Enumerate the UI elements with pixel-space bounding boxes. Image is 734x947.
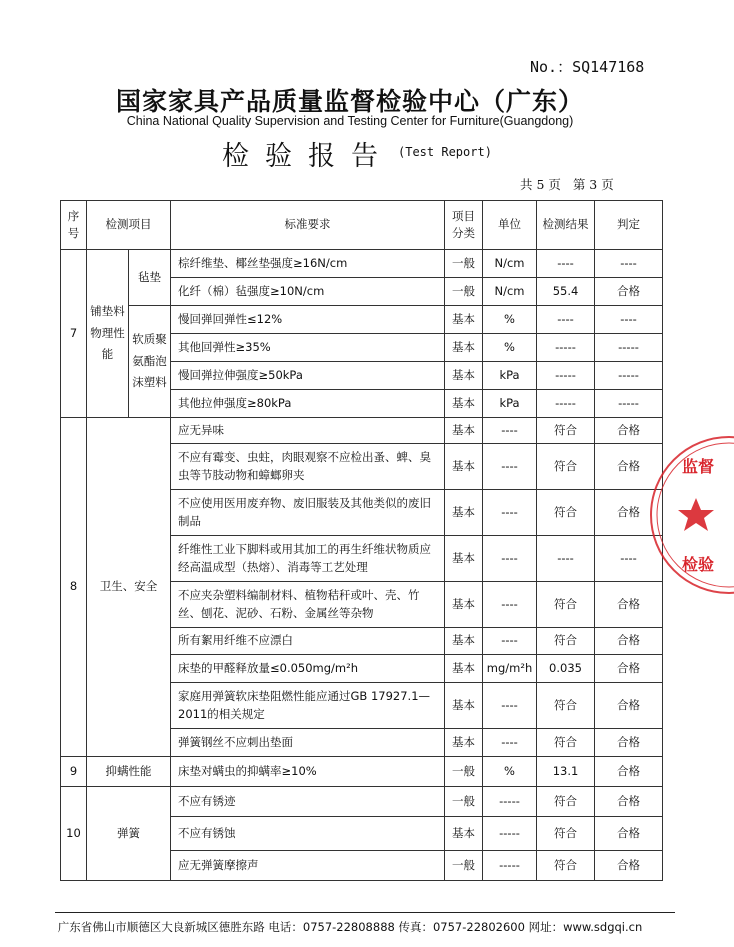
result: ---- (537, 536, 595, 582)
requirement: 家庭用弹簧软床垫阻燃性能应通过GB 17927.1—2011的相关规定 (171, 683, 445, 729)
stamp-text-top: 监督 (682, 457, 715, 476)
org-title-cn: 国家家具产品质量监督检验中心（广东） (115, 87, 584, 116)
result: ----- (537, 362, 595, 390)
verdict: 合格 (595, 278, 663, 306)
row-no: 8 (61, 418, 87, 757)
inspection-table (60, 200, 662, 881)
result: 符合 (537, 444, 595, 490)
verdict: ---- (595, 536, 663, 582)
class: 基本 (445, 418, 483, 444)
unit: ---- (483, 628, 537, 655)
table-row (61, 757, 663, 787)
requirement: 不应有霉变、虫蛀，肉眼观察不应检出蚤、蜱、臭虫等节肢动物和蟑螂卵夹 (171, 444, 445, 490)
verdict: ----- (595, 390, 663, 418)
verdict: 合格 (595, 683, 663, 729)
unit: % (483, 334, 537, 362)
result: 符合 (537, 851, 595, 881)
report-title: 检验报告 (222, 141, 394, 172)
unit: ---- (483, 683, 537, 729)
result: ----- (537, 390, 595, 418)
verdict: ----- (595, 334, 663, 362)
unit: N/cm (483, 250, 537, 278)
result: 符合 (537, 418, 595, 444)
stamp-text-bottom: 检验 (682, 555, 715, 574)
requirement: 纤维性工业下脚料或用其加工的再生纤维状物质应经高温成型（热熔）、消毒等工艺处理 (171, 536, 445, 582)
stamp-star-icon (678, 498, 714, 531)
class: 一般 (445, 757, 483, 787)
page-current: 第 3 页 (572, 177, 614, 192)
verdict: ----- (595, 362, 663, 390)
org-title-en: China National Quality Supervision and Testing Center for Furniture(Guangdong) (126, 114, 574, 128)
verdict: 合格 (595, 444, 663, 490)
unit: kPa (483, 362, 537, 390)
class: 一般 (445, 851, 483, 881)
result: ---- (537, 306, 595, 334)
header-result: 检测结果 (537, 201, 595, 250)
row-item: 弹簧 (87, 787, 171, 881)
class: 基本 (445, 683, 483, 729)
verdict: ---- (595, 306, 663, 334)
header-item: 检测项目 (87, 201, 171, 250)
class: 基本 (445, 655, 483, 683)
row-no: 9 (61, 757, 87, 787)
class: 一般 (445, 250, 483, 278)
unit: % (483, 757, 537, 787)
verdict: ---- (595, 250, 663, 278)
verdict: 合格 (595, 787, 663, 817)
inspection-seal-stamp (674, 430, 734, 600)
report-no-value: SQ147168 (572, 58, 645, 76)
unit: N/cm (483, 278, 537, 306)
requirement: 不应有锈迹 (171, 787, 445, 817)
result: 符合 (537, 817, 595, 851)
requirement: 应无异味 (171, 418, 445, 444)
verdict: 合格 (595, 490, 663, 536)
sub-item: 毡垫 (129, 250, 171, 306)
unit: ---- (483, 729, 537, 757)
result: ---- (537, 250, 595, 278)
class: 基本 (445, 582, 483, 628)
requirement: 不应有锈蚀 (171, 817, 445, 851)
header-requirement: 标准要求 (171, 201, 445, 250)
requirement: 其他回弹性≥35% (171, 334, 445, 362)
header-unit: 单位 (483, 201, 537, 250)
requirement: 不应夹杂塑料编制材料、植物秸秆或叶、壳、竹丝、刨花、泥砂、石粉、金属丝等杂物 (171, 582, 445, 628)
unit: ---- (483, 444, 537, 490)
result: 符合 (537, 683, 595, 729)
table-row (61, 787, 663, 817)
result: ----- (537, 334, 595, 362)
unit: ---- (483, 582, 537, 628)
requirement: 应无弹簧摩擦声 (171, 851, 445, 881)
footer-fax: 传真：0757-22802600 (398, 920, 525, 934)
class: 基本 (445, 729, 483, 757)
row-no: 10 (61, 787, 87, 881)
unit: % (483, 306, 537, 334)
class: 基本 (445, 306, 483, 334)
requirement: 其他拉伸强度≥80kPa (171, 390, 445, 418)
unit: ---- (483, 536, 537, 582)
unit: mg/m²h (483, 655, 537, 683)
unit: kPa (483, 390, 537, 418)
requirement: 棕纤维垫、椰丝垫强度≥16N/cm (171, 250, 445, 278)
result: 符合 (537, 787, 595, 817)
result: 符合 (537, 582, 595, 628)
header-verdict: 判定 (595, 201, 663, 250)
class: 一般 (445, 787, 483, 817)
requirement: 不应使用医用废弃物、废旧服装及其他类似的废旧制品 (171, 490, 445, 536)
verdict: 合格 (595, 729, 663, 757)
result: 0.035 (537, 655, 595, 683)
result: 符合 (537, 628, 595, 655)
requirement: 化纤（棉）毡强度≥10N/cm (171, 278, 445, 306)
row-item: 卫生、安全 (87, 418, 171, 757)
pages-total: 共 5 页 (520, 177, 561, 192)
sub-item: 软质聚氨酯泡沫塑料 (129, 306, 171, 418)
requirement: 弹簧钢丝不应刺出垫面 (171, 729, 445, 757)
table-row (61, 306, 663, 334)
unit: ----- (483, 787, 537, 817)
unit: ---- (483, 490, 537, 536)
report-no-label: No.： (530, 58, 573, 76)
table-row (61, 250, 663, 278)
unit: ----- (483, 851, 537, 881)
unit: ---- (483, 418, 537, 444)
row-no: 7 (61, 250, 87, 418)
class: 一般 (445, 278, 483, 306)
requirement: 慢回弹回弹性≤12% (171, 306, 445, 334)
requirement: 床垫对螨虫的抑螨率≥10% (171, 757, 445, 787)
footer-address: 广东省佛山市顺德区大良新城区德胜东路 (57, 920, 265, 934)
requirement: 床垫的甲醛释放量≤0.050mg/m²h (171, 655, 445, 683)
result: 符合 (537, 729, 595, 757)
result: 13.1 (537, 757, 595, 787)
row-item: 抑螨性能 (87, 757, 171, 787)
result: 55.4 (537, 278, 595, 306)
verdict: 合格 (595, 628, 663, 655)
verdict: 合格 (595, 817, 663, 851)
class: 基本 (445, 334, 483, 362)
verdict: 合格 (595, 655, 663, 683)
footer-divider (55, 912, 675, 913)
class: 基本 (445, 390, 483, 418)
header-no: 序号 (61, 201, 87, 250)
class: 基本 (445, 490, 483, 536)
class: 基本 (445, 362, 483, 390)
row-item: 铺垫料物理性能 (87, 250, 129, 418)
requirement: 所有絮用纤维不应漂白 (171, 628, 445, 655)
footer (0, 919, 700, 935)
verdict: 合格 (595, 582, 663, 628)
header-class: 项目分类 (445, 201, 483, 250)
table-header-row (61, 201, 663, 250)
class: 基本 (445, 444, 483, 490)
verdict: 合格 (595, 851, 663, 881)
page-info (520, 175, 614, 193)
verdict: 合格 (595, 757, 663, 787)
class: 基本 (445, 817, 483, 851)
class: 基本 (445, 536, 483, 582)
report-number (530, 56, 644, 77)
footer-tel: 电话：0757-22808888 (268, 920, 395, 934)
unit: ----- (483, 817, 537, 851)
class: 基本 (445, 628, 483, 655)
report-title-en: (Test Report) (398, 145, 492, 159)
result: 符合 (537, 490, 595, 536)
table-row (61, 418, 663, 444)
requirement: 慢回弹拉伸强度≥50kPa (171, 362, 445, 390)
verdict: 合格 (595, 418, 663, 444)
footer-web: 网址：www.sdgqi.cn (528, 920, 643, 934)
